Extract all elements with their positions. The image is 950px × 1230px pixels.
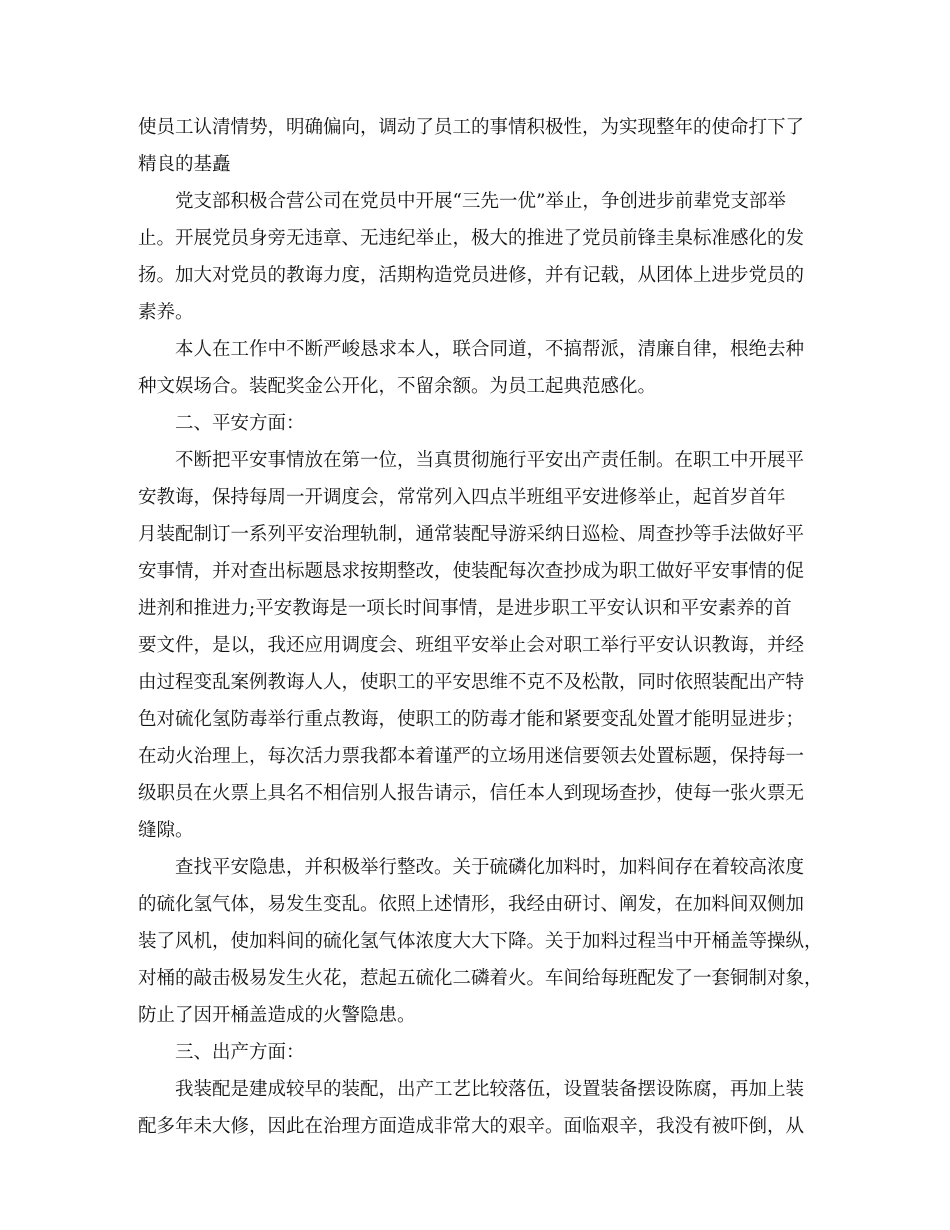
- text-line-14: 进剂和推进力;平安教诲是一项长时间事情，是进步职工平安认识和平安素养的首: [138, 598, 792, 619]
- text-line-11: 安教诲，保持每周一开调度会，常常列入四点半班组平安进修举止，起首岁首年: [138, 487, 786, 508]
- text-line-2: 精良的基矗: [138, 154, 231, 175]
- text-line-1: 使员工认清情势，明确偏向，调动了员工的事情积极性，为实现整年的使命打下了: [138, 117, 805, 138]
- text-line-27: 我装配是建成较早的装配，出产工艺比较落伍，设置装备摆设陈腐，再加上装: [175, 1079, 805, 1100]
- text-line-6: 素养。: [138, 302, 194, 323]
- section-heading-safety: 二、平安方面：: [175, 413, 305, 434]
- text-line-4: 止。开展党员身旁无违章、无违纪举止，极大的推进了党员前锋圭臬标准感化的发: [138, 228, 805, 249]
- text-line-18: 在动火治理上，每次活力票我都本着谨严的立场用迷信要领去处置标题，保持每一: [138, 746, 805, 767]
- text-line-3: 党支部积极合营公司在党员中开展“三先一优”举止，争创进步前辈党支部举: [175, 191, 786, 212]
- text-line-13: 安事情，并对查出标题恳求按期整改，使装配每次查抄成为职工做好平安事情的促: [138, 561, 805, 582]
- text-line-8: 种文娱场合。装配奖金公开化，不留余额。为员工起典范感化。: [138, 376, 657, 397]
- text-line-15: 要文件，是以，我还应用调度会、班组平安举止会对职工举行平安认识教诲，并经: [138, 635, 805, 656]
- text-line-7: 本人在工作中不断严峻恳求本人，联合同道，不搞帮派，清廉自律，根绝去种: [175, 339, 805, 360]
- text-line-28: 配多年未大修，因此在治理方面造成非常大的艰辛。面临艰辛，我没有被吓倒，从: [138, 1116, 805, 1137]
- text-line-5: 扬。加大对党员的教诲力度，活期构造党员进修，并有记载，从团体上进步党员的: [138, 265, 805, 286]
- text-line-12: 月装配制订一系列平安治理轨制，通常装配导游采纳日巡检、周查抄等手法做好平: [138, 524, 805, 545]
- text-line-23: 装了风机，使加料间的硫化氢气体浓度大大下降。关于加料过程当中开桶盖等操纵，: [138, 931, 823, 952]
- text-line-21: 查找平安隐患，并积极举行整改。关于硫磷化加料时，加料间存在着较高浓度: [175, 857, 805, 878]
- text-line-10: 不断把平安事情放在第一位，当真贯彻施行平安出产责任制。在职工中开展平: [175, 450, 805, 471]
- text-line-17: 色对硫化氢防毒举行重点教诲，使职工的防毒才能和紧要变乱处置才能明显进步；: [138, 709, 805, 730]
- text-line-25: 防止了因开桶盖造成的火警隐患。: [138, 1005, 416, 1026]
- text-line-24: 对桶的敲击极易发生火花，惹起五硫化二磷着火。车间给每班配发了一套铜制对象，: [138, 968, 823, 989]
- section-heading-production: 三、出产方面：: [175, 1042, 305, 1063]
- text-line-16: 由过程变乱案例教诲人人，使职工的平安思维不克不及松散，同时依照装配出产特: [138, 672, 805, 693]
- text-line-20: 缝隙。: [138, 820, 194, 841]
- text-line-19: 级职员在火票上具名不相信别人报告请示，信任本人到现场查抄，使每一张火票无: [138, 783, 805, 804]
- text-line-22: 的硫化氢气体，易发生变乱。依照上述情形，我经由研讨、阐发，在加料间双侧加: [138, 894, 805, 915]
